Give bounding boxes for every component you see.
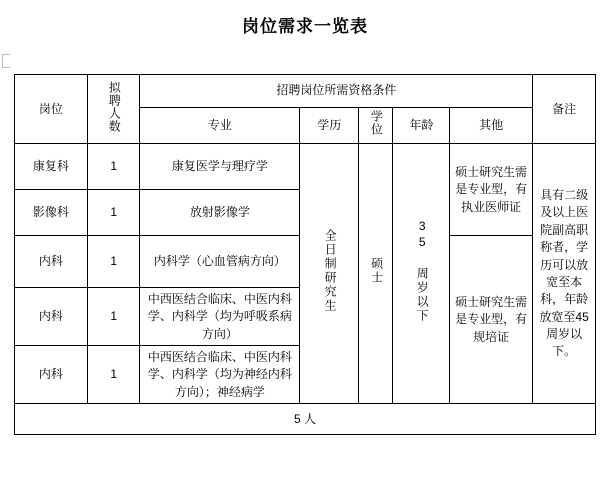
header-other: 其他	[450, 108, 533, 144]
cell-major: 中西医结合临床、中医内科学、内科学（均为神经内科方向）；神经病学	[140, 346, 300, 404]
table-total-row	[15, 404, 596, 435]
table-row	[15, 144, 596, 190]
table-header-row-1	[15, 75, 596, 108]
cell-post: 康复科	[15, 144, 88, 190]
cell-other-top: 硕士研究生需是专业型，有执业医师证	[450, 144, 533, 236]
cell-post: 内科	[15, 346, 88, 404]
header-major: 专业	[140, 108, 300, 144]
cell-post: 内科	[15, 236, 88, 288]
cell-post: 内科	[15, 288, 88, 346]
cell-education: 全日制研究生	[300, 144, 359, 404]
cell-count: 1	[87, 346, 140, 404]
header-remark: 备注	[533, 75, 596, 144]
cell-major: 康复医学与理疗学	[140, 144, 300, 190]
cell-major: 放射影像学	[140, 190, 300, 236]
header-education: 学历	[300, 108, 359, 144]
cell-count: 1	[87, 190, 140, 236]
page-title: 岗位需求一览表	[242, 17, 368, 36]
cell-total: 5 人	[15, 404, 596, 435]
page-edge-mark	[2, 54, 10, 68]
jobs-table	[14, 74, 596, 435]
cell-age: 35 周岁以下	[393, 144, 450, 404]
cell-count: 1	[87, 144, 140, 190]
cell-count: 1	[87, 288, 140, 346]
header-post: 岗位	[15, 75, 88, 144]
cell-post: 影像科	[15, 190, 88, 236]
header-age: 年龄	[393, 108, 450, 144]
jobs-table-container	[14, 74, 596, 435]
cell-degree: 硕士	[359, 144, 393, 404]
cell-remark: 具有二级及以上医院副高职称者，学历可以放宽至本科，年龄放宽至45 周岁以下。	[533, 144, 596, 404]
cell-major: 内科学（心血管病方向）	[140, 236, 300, 288]
header-degree: 学位	[359, 108, 393, 144]
header-planned-count: 拟聘人数	[87, 75, 140, 144]
cell-major: 中西医结合临床、中医内科学、内科学（均为呼吸系病方向）	[140, 288, 300, 346]
header-requirements-group: 招聘岗位所需资格条件	[140, 75, 533, 108]
cell-count: 1	[87, 236, 140, 288]
cell-other-bottom: 硕士研究生需是专业型，有规培证	[450, 236, 533, 404]
